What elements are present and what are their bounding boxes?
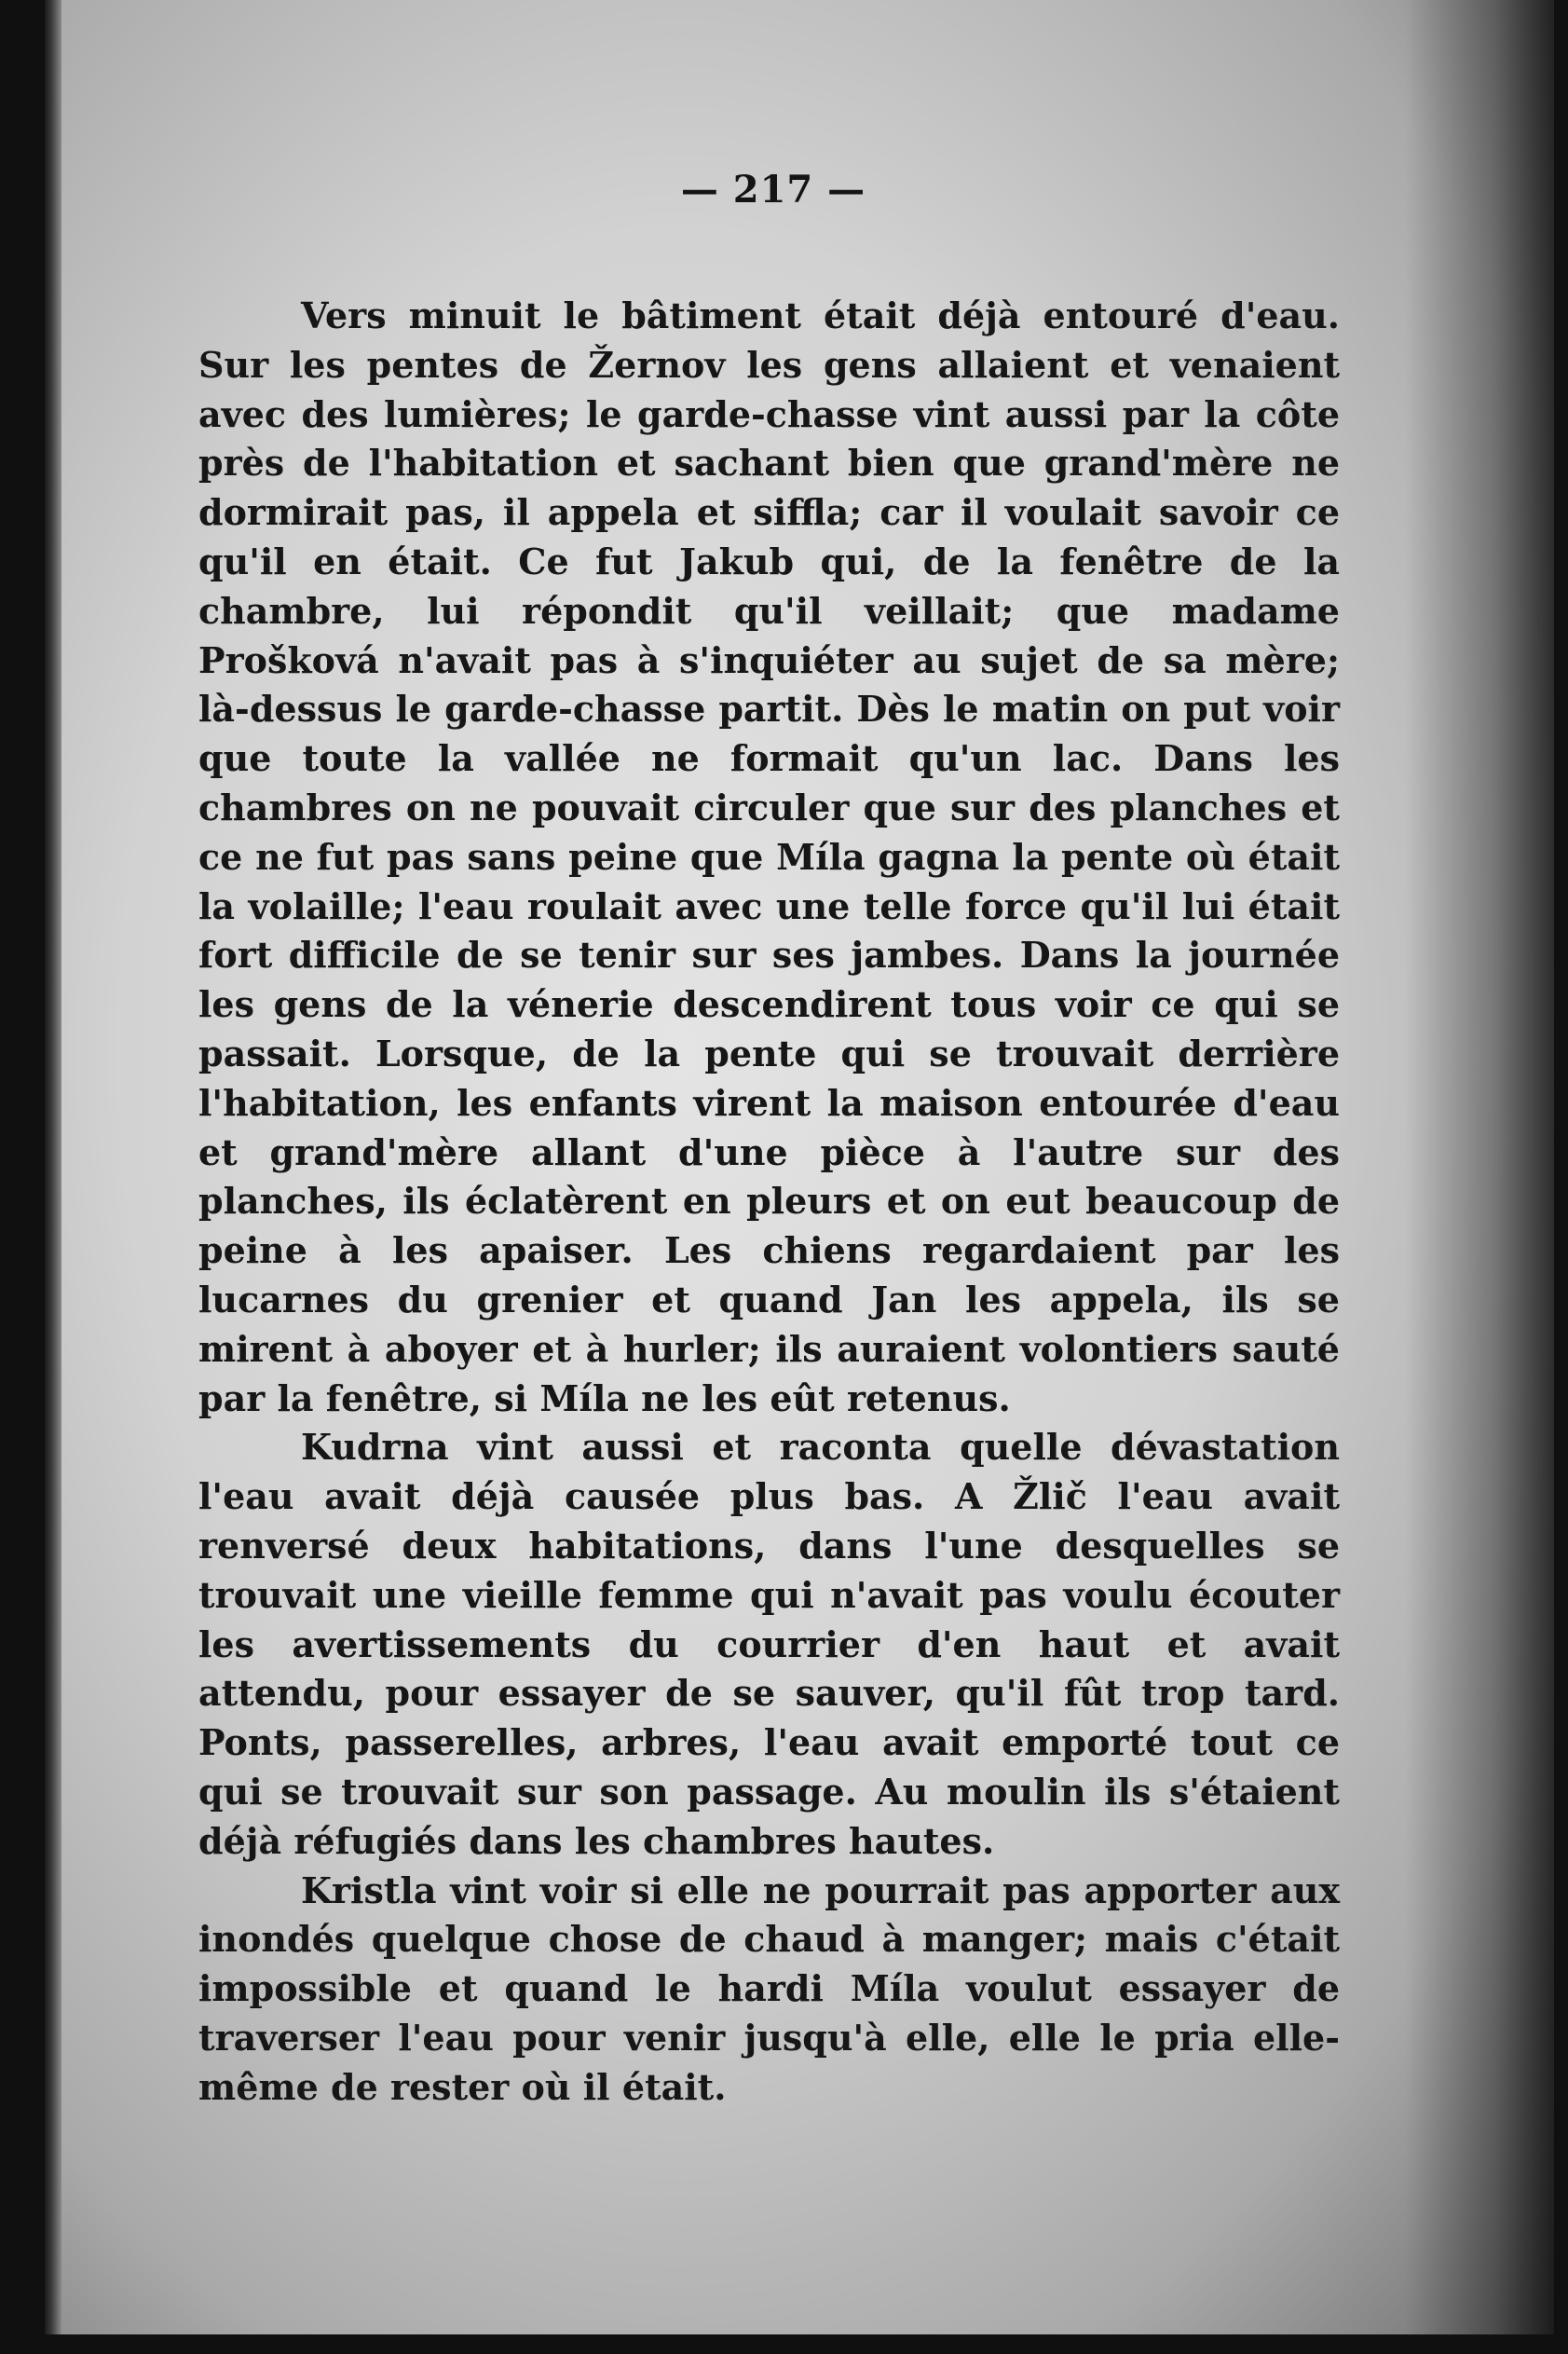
body-text [198, 292, 1340, 2112]
page-number: — 217 — [680, 168, 866, 212]
paragraph: Vers minuit le bâtiment était déjà entouré d'eau. Sur les pentes de Žernov les gens allaient et venaient avec des lumières; le garde-chasse vint aussi par la côte près de l'habitation et sachant bien que grand'mère ne dormirait pas, il appela et siffla; car il voulait savoir ce qu'il en était. Ce fut Jakub qui, de la fenêtre de la chambre, lui répondit qu'il veillait; que madame Prošková n'avait pas à s'inquiéter au sujet de sa mère; là-dessus le garde-chasse partit. Dès le matin on put voir que toute la vallée ne formait qu'un lac. Dans les chambres on ne pouvait circuler que sur des planches et ce ne fut pas sans peine que Míla gagna la pente où était la volaille; l'eau roulait avec une telle force qu'il lui était fort difficile de se tenir sur ses jambes. Dans la journée les gens de la vénerie descendirent tous voir ce qui se passait. Lorsque, de la pente qui se trouvait derrière l'habitation, les enfants virent la maison entourée d'eau et grand'mère allant d'une pièce à l'autre sur des planches, ils éclatèrent en pleurs et on eut beaucoup de peine à les apaiser. Les chiens regardaient par les lucarnes du grenier et quand Jan les appela, ils se mirent à aboyer et à hurler; ils auraient volontiers sauté par la fenêtre, si Míla ne les eût retenus. [198, 294, 1340, 1419]
book-binding-edge [45, 0, 61, 2334]
paragraph: Kristla vint voir si elle ne pourrait pas apporter aux inondés quelque chose de chaud à manger; mais c'était impossible et quand le hardi Míla voulut essayer de traverser l'eau pour venir jusqu'à elle, elle le pria elle-même de rester où il était. [198, 1868, 1340, 2108]
paragraph: Kudrna vint aussi et raconta quelle dévastation l'eau avait déjà causée plus bas. A Žlič l'eau avait renversé deux habitations, dans l'une desquelles se trouvait une vieille femme qui n'avait pas voulu écouter les avertissements du courrier d'en haut et avait attendu, pour essayer de se sauver, qu'il fût trop tard. Ponts, passerelles, arbres, l'eau avait emporté tout ce qui se trouvait sur son passage. Au moulin ils s'étaient déjà réfugiés dans les chambres hautes. [198, 1426, 1340, 1862]
